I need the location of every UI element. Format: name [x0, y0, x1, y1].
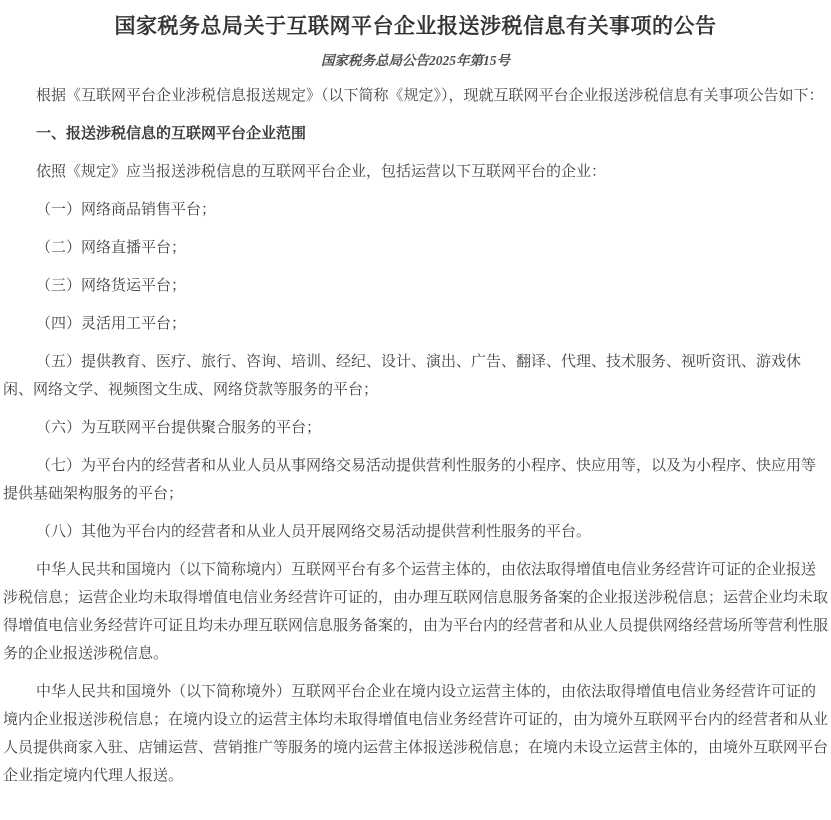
list-item-4: （四）灵活用工平台；: [36, 315, 187, 332]
section-1-lead: 依照《规定》应当报送涉税信息的互联网平台企业，包括运营以下互联网平台的企业：: [36, 163, 607, 180]
list-item-3: （三）网络货运平台；: [36, 277, 187, 294]
document-body: [3, 82, 828, 790]
list-item-8: （八）其他为平台内的经营者和从业人员开展网络交易活动提供营利性服务的平台。: [36, 523, 592, 540]
list-item-2: （二）网络直播平台；: [36, 239, 187, 256]
list-item-1: （一）网络商品销售平台；: [36, 201, 217, 218]
paragraph-domestic-platforms: 中华人民共和国境内（以下简称境内）互联网平台有多个运营主体的，由依法取得增值电信业务经营许可证的企业报送涉税信息；运营企业均未取得增值电信业务经营许可证的，由办理互联网信息服务备案的企业报送涉税信息；运营企业均未取得增值电信业务经营许可证且均未办理互联网信息服务备案的，由为平台内的经营者和从业人员提供网络经营场所等营利性服务的企业报送涉税信息。: [3, 561, 829, 662]
page-title: 国家税务总局关于互联网平台企业报送涉税信息有关事项的公告: [114, 15, 717, 38]
section-1-heading: 一、报送涉税信息的互联网平台企业范围: [36, 125, 307, 142]
list-item-7: （七）为平台内的经营者和从业人员从事网络交易活动提供营利性服务的小程序、快应用等，以及为小程序、快应用等提供基础架构服务的平台；: [3, 457, 817, 502]
paragraph-overseas-platforms: 中华人民共和国境外（以下简称境外）互联网平台企业在境内设立运营主体的，由依法取得增值电信业务经营许可证的境内企业报送涉税信息；在境内设立的运营主体均未取得增值电信业务经营许可证的，由为境外互联网平台内的经营者和从业人员提供商家入驻、店铺运营、营销推广等服务的境内运营主体报送涉税信息；在境内未设立运营主体的，由境外互联网平台企业指定境内代理人报送。: [3, 683, 829, 784]
intro-paragraph: 根据《互联网平台企业涉税信息报送规定》（以下简称《规定》），现就互联网平台企业报送涉税信息有关事项公告如下：: [36, 87, 824, 104]
list-item-6: （六）为互联网平台提供聚合服务的平台；: [36, 419, 322, 436]
document-number: 国家税务总局公告2025年第15号: [321, 53, 510, 68]
list-item-5: （五）提供教育、医疗、旅行、咨询、培训、经纪、设计、演出、广告、翻译、代理、技术服务、视听资讯、游戏休闲、网络文学、视频图文生成、网络贷款等服务的平台；: [3, 353, 802, 398]
